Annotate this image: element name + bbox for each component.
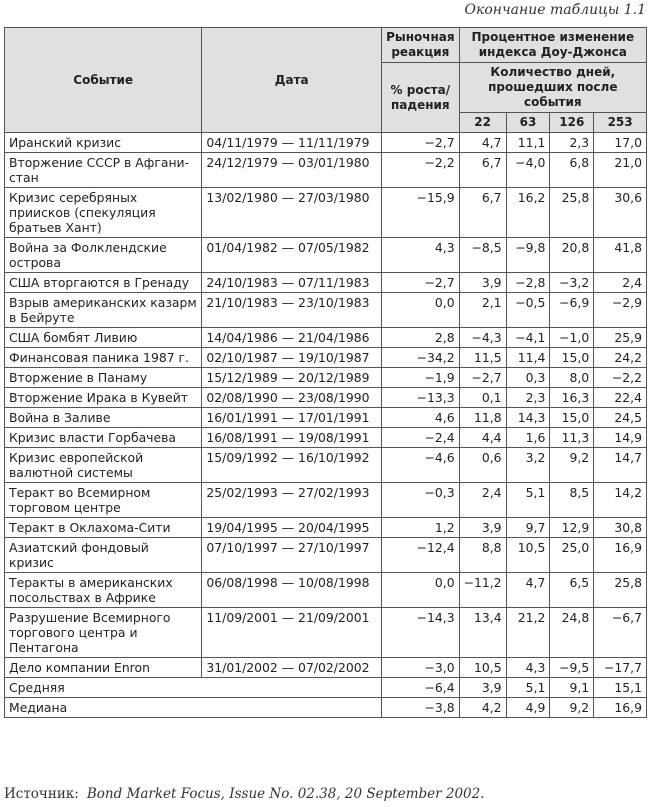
event-cell: Разрушение Всемирного торгового центра и Пентагона [5, 608, 202, 658]
d253-cell: 30,6 [594, 188, 647, 238]
header-growth-fall: % роста/ падения [382, 63, 460, 133]
reaction-cell: −13,3 [382, 388, 460, 408]
reaction-cell: 1,2 [382, 518, 460, 538]
reaction-cell: −15,9 [382, 188, 460, 238]
d126-cell: 9,1 [550, 678, 594, 698]
date-cell: 06/08/1998 — 10/08/1998 [202, 573, 382, 608]
d63-cell: −4,0 [506, 153, 550, 188]
reaction-cell: −6,4 [382, 678, 460, 698]
table-row [5, 153, 647, 188]
d126-cell: 9,2 [550, 698, 594, 718]
d22-cell: 3,9 [459, 518, 506, 538]
d253-cell: −17,7 [594, 658, 647, 678]
date-cell: 31/01/2002 — 07/02/2002 [202, 658, 382, 678]
reaction-cell: 4,3 [382, 238, 460, 273]
d253-cell: 25,8 [594, 573, 647, 608]
d63-cell: 0,3 [506, 368, 550, 388]
table-row [5, 408, 647, 428]
d253-cell: −2,9 [594, 293, 647, 328]
event-cell: Кризис серебряных приисков (спекуляция братьев Хант) [5, 188, 202, 238]
date-cell: 13/02/1980 — 27/03/1980 [202, 188, 382, 238]
table-row [5, 273, 647, 293]
event-cell: США бомбят Ливию [5, 328, 202, 348]
table-row [5, 348, 647, 368]
reaction-cell: −2,7 [382, 133, 460, 153]
d22-cell: 13,4 [459, 608, 506, 658]
d22-cell: 8,8 [459, 538, 506, 573]
event-cell: Война в Заливе [5, 408, 202, 428]
d126-cell: 2,3 [550, 133, 594, 153]
reaction-cell: −14,3 [382, 608, 460, 658]
header-d126: 126 [550, 113, 594, 133]
date-cell: 02/10/1987 — 19/10/1987 [202, 348, 382, 368]
d253-cell: −6,7 [594, 608, 647, 658]
reaction-cell: −2,4 [382, 428, 460, 448]
d253-cell: 41,8 [594, 238, 647, 273]
table-row [5, 428, 647, 448]
d22-cell: 0,1 [459, 388, 506, 408]
d63-cell: 5,1 [506, 483, 550, 518]
event-cell: Теракты в американских посольствах в Африке [5, 573, 202, 608]
d126-cell: 24,8 [550, 608, 594, 658]
d126-cell: 6,8 [550, 153, 594, 188]
table-row [5, 658, 647, 678]
table-row [5, 573, 647, 608]
table-body [5, 133, 647, 718]
d22-cell: 11,8 [459, 408, 506, 428]
event-cell: Кризис власти Горбачева [5, 428, 202, 448]
d22-cell: 11,5 [459, 348, 506, 368]
table-row [5, 293, 647, 328]
date-cell: 19/04/1995 — 20/04/1995 [202, 518, 382, 538]
d22-cell: 4,7 [459, 133, 506, 153]
table-row [5, 538, 647, 573]
reaction-cell: −0,3 [382, 483, 460, 518]
d63-cell: 2,3 [506, 388, 550, 408]
source-note [4, 786, 485, 802]
date-cell: 25/02/1993 — 27/02/1993 [202, 483, 382, 518]
d22-cell: 6,7 [459, 188, 506, 238]
d126-cell: −3,2 [550, 273, 594, 293]
d253-cell: 16,9 [594, 698, 647, 718]
header-event: Событие [5, 28, 202, 133]
event-cell: Теракт во Всемирном торговом центре [5, 483, 202, 518]
event-cell: Вторжение СССР в Афгани-стан [5, 153, 202, 188]
d126-cell: 8,0 [550, 368, 594, 388]
reaction-cell: −2,7 [382, 273, 460, 293]
d253-cell: 14,9 [594, 428, 647, 448]
d22-cell: 6,7 [459, 153, 506, 188]
reaction-cell: 4,6 [382, 408, 460, 428]
summary-label: Медиана [5, 698, 382, 718]
event-cell: Азиатский фондовый кризис [5, 538, 202, 573]
reaction-cell: −1,9 [382, 368, 460, 388]
d63-cell: −0,5 [506, 293, 550, 328]
event-cell: Кризис европейской валютной системы [5, 448, 202, 483]
event-cell: Война за Фолклендские острова [5, 238, 202, 273]
event-cell: Вторжение в Панаму [5, 368, 202, 388]
d253-cell: −2,2 [594, 368, 647, 388]
d126-cell: −6,9 [550, 293, 594, 328]
d126-cell: −1,0 [550, 328, 594, 348]
header-reaction: Рыночная реакция [382, 28, 460, 63]
d63-cell: 10,5 [506, 538, 550, 573]
d126-cell: 9,2 [550, 448, 594, 483]
d126-cell: 12,9 [550, 518, 594, 538]
summary-label: Средняя [5, 678, 382, 698]
header-d22: 22 [459, 113, 506, 133]
source-publication: Bond Market Focus, Issue No. 02.38, 20 September 2002. [86, 786, 485, 802]
date-cell: 16/01/1991 — 17/01/1991 [202, 408, 382, 428]
d253-cell: 30,8 [594, 518, 647, 538]
header-days-after: Количество дней, прошедших после события [459, 63, 646, 113]
date-cell: 15/09/1992 — 16/10/1992 [202, 448, 382, 483]
table-row [5, 238, 647, 273]
d126-cell: 11,3 [550, 428, 594, 448]
header-d253: 253 [594, 113, 647, 133]
date-cell: 07/10/1997 — 27/10/1997 [202, 538, 382, 573]
table-row [5, 483, 647, 518]
d22-cell: 2,4 [459, 483, 506, 518]
d253-cell: 24,5 [594, 408, 647, 428]
d22-cell: −11,2 [459, 573, 506, 608]
d22-cell: 3,9 [459, 273, 506, 293]
header-date: Дата [202, 28, 382, 133]
event-cell: Взрыв американских казарм в Бейруте [5, 293, 202, 328]
reaction-cell: −2,2 [382, 153, 460, 188]
event-cell: Финансовая паника 1987 г. [5, 348, 202, 368]
summary-row [5, 678, 647, 698]
d126-cell: 15,0 [550, 348, 594, 368]
d63-cell: 11,4 [506, 348, 550, 368]
d253-cell: 17,0 [594, 133, 647, 153]
d253-cell: 14,2 [594, 483, 647, 518]
event-cell: Теракт в Оклахома-Сити [5, 518, 202, 538]
d22-cell: −2,7 [459, 368, 506, 388]
d63-cell: −2,8 [506, 273, 550, 293]
date-cell: 15/12/1989 — 20/12/1989 [202, 368, 382, 388]
d63-cell: 5,1 [506, 678, 550, 698]
date-cell: 01/04/1982 — 07/05/1982 [202, 238, 382, 273]
date-cell: 16/08/1991 — 19/08/1991 [202, 428, 382, 448]
d63-cell: −9,8 [506, 238, 550, 273]
date-cell: 21/10/1983 — 23/10/1983 [202, 293, 382, 328]
d22-cell: −8,5 [459, 238, 506, 273]
d253-cell: 16,9 [594, 538, 647, 573]
d253-cell: 21,0 [594, 153, 647, 188]
source-label: Источник: [4, 786, 79, 802]
d253-cell: 25,9 [594, 328, 647, 348]
reaction-cell: 0,0 [382, 293, 460, 328]
d63-cell: 21,2 [506, 608, 550, 658]
date-cell: 24/12/1979 — 03/01/1980 [202, 153, 382, 188]
d63-cell: 4,9 [506, 698, 550, 718]
reaction-cell: −34,2 [382, 348, 460, 368]
d253-cell: 14,7 [594, 448, 647, 483]
table-row [5, 388, 647, 408]
date-cell: 02/08/1990 — 23/08/1990 [202, 388, 382, 408]
reaction-cell: −3,8 [382, 698, 460, 718]
d63-cell: 4,3 [506, 658, 550, 678]
d63-cell: 9,7 [506, 518, 550, 538]
table-row [5, 328, 647, 348]
reaction-cell: −3,0 [382, 658, 460, 678]
date-cell: 04/11/1979 — 11/11/1979 [202, 133, 382, 153]
d253-cell: 22,4 [594, 388, 647, 408]
reaction-cell: 2,8 [382, 328, 460, 348]
event-cell: Иранский кризис [5, 133, 202, 153]
d22-cell: 3,9 [459, 678, 506, 698]
d126-cell: 16,3 [550, 388, 594, 408]
d126-cell: 20,8 [550, 238, 594, 273]
events-table [4, 27, 647, 718]
d22-cell: 10,5 [459, 658, 506, 678]
d63-cell: 11,1 [506, 133, 550, 153]
date-cell: 24/10/1983 — 07/11/1983 [202, 273, 382, 293]
d22-cell: 4,4 [459, 428, 506, 448]
header-row-1 [5, 28, 647, 63]
table-row [5, 608, 647, 658]
d126-cell: −9,5 [550, 658, 594, 678]
table-row [5, 188, 647, 238]
table-row [5, 133, 647, 153]
d63-cell: 3,2 [506, 448, 550, 483]
header-d63: 63 [506, 113, 550, 133]
table-caption: Окончание таблицы 1.1 [464, 2, 646, 18]
d63-cell: 16,2 [506, 188, 550, 238]
reaction-cell: 0,0 [382, 573, 460, 608]
reaction-cell: −4,6 [382, 448, 460, 483]
d126-cell: 25,0 [550, 538, 594, 573]
table-row [5, 518, 647, 538]
d253-cell: 15,1 [594, 678, 647, 698]
d126-cell: 6,5 [550, 573, 594, 608]
d253-cell: 2,4 [594, 273, 647, 293]
header-percent-change: Процентное изменение индекса Доу-Джонса [459, 28, 646, 63]
d22-cell: 4,2 [459, 698, 506, 718]
table-row [5, 448, 647, 483]
d126-cell: 8,5 [550, 483, 594, 518]
event-cell: Вторжение Ирака в Кувейт [5, 388, 202, 408]
d22-cell: 0,6 [459, 448, 506, 483]
table-row [5, 368, 647, 388]
event-cell: Дело компании Enron [5, 658, 202, 678]
d63-cell: 4,7 [506, 573, 550, 608]
date-cell: 14/04/1986 — 21/04/1986 [202, 328, 382, 348]
d22-cell: −4,3 [459, 328, 506, 348]
event-cell: США вторгаются в Гренаду [5, 273, 202, 293]
summary-row [5, 698, 647, 718]
date-cell: 11/09/2001 — 21/09/2001 [202, 608, 382, 658]
reaction-cell: −12,4 [382, 538, 460, 573]
d253-cell: 24,2 [594, 348, 647, 368]
d63-cell: 14,3 [506, 408, 550, 428]
d63-cell: −4,1 [506, 328, 550, 348]
d63-cell: 1,6 [506, 428, 550, 448]
d126-cell: 15,0 [550, 408, 594, 428]
d126-cell: 25,8 [550, 188, 594, 238]
d22-cell: 2,1 [459, 293, 506, 328]
